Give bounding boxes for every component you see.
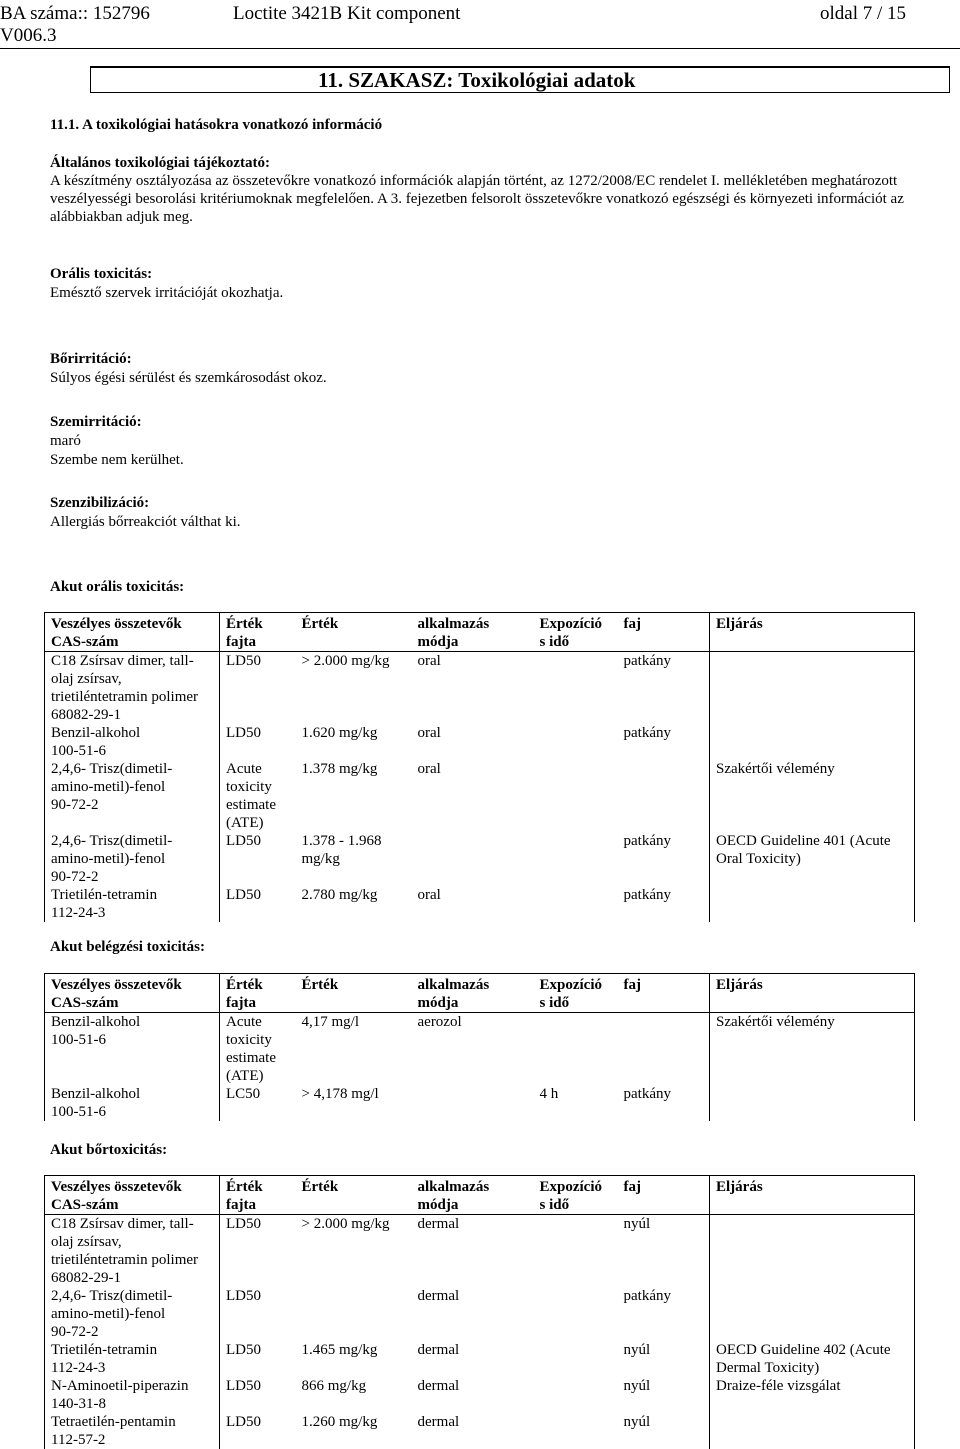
value-type-line: Acute bbox=[226, 1014, 262, 1030]
cell-method bbox=[710, 1013, 915, 1086]
table-header-row bbox=[45, 974, 915, 1013]
col-route bbox=[412, 1176, 534, 1215]
cell-component bbox=[45, 1413, 220, 1449]
cell-method bbox=[710, 1413, 915, 1449]
component-line: trietiléntetramin polimer bbox=[51, 1252, 199, 1268]
acute-inhal-table bbox=[44, 973, 915, 1121]
col-label: Veszélyes összetevők bbox=[51, 1179, 182, 1195]
oral-text: Emésztő szervek irritációját okozhatja. bbox=[50, 285, 284, 301]
cell-value-type bbox=[220, 724, 296, 760]
cell-value-type bbox=[220, 1413, 296, 1449]
value-type-line: LD50 bbox=[226, 725, 261, 741]
ba-number: BA száma:: 152796 bbox=[0, 3, 150, 24]
cell-exposure bbox=[534, 724, 618, 760]
cell-value-type bbox=[220, 1287, 296, 1341]
col-label: Eljárás bbox=[716, 977, 763, 993]
component-line: trietiléntetramin polimer bbox=[51, 689, 199, 705]
component-line: 100-51-6 bbox=[51, 743, 106, 759]
component-line: amino-metil)-fenol bbox=[51, 779, 166, 795]
cell-component bbox=[45, 1287, 220, 1341]
route: dermal bbox=[417, 1216, 460, 1232]
cell-species bbox=[618, 652, 710, 725]
cell-component bbox=[45, 1377, 220, 1413]
value-type-line: Acute bbox=[226, 761, 262, 777]
component-line: 2,4,6- Trisz(dimetil- bbox=[51, 833, 173, 849]
component-line: amino-metil)-fenol bbox=[51, 851, 166, 867]
col-label: módja bbox=[417, 634, 459, 650]
cell-route bbox=[412, 886, 534, 922]
cell-component bbox=[45, 1215, 220, 1288]
cell-method bbox=[710, 1377, 915, 1413]
value-type-line: LC50 bbox=[226, 1086, 261, 1102]
value-line: 1.620 mg/kg bbox=[301, 725, 378, 741]
col-label: fajta bbox=[226, 995, 256, 1011]
component-line: 112-24-3 bbox=[51, 905, 106, 921]
table-row bbox=[45, 832, 915, 886]
component-line: 68082-29-1 bbox=[51, 1270, 121, 1286]
cell-method bbox=[710, 652, 915, 725]
eye-heading: Szemirritáció: bbox=[50, 414, 142, 430]
cell-route bbox=[412, 1377, 534, 1413]
col-label: CAS-szám bbox=[51, 1197, 119, 1213]
cell-value bbox=[296, 1341, 412, 1377]
product-name: Loctite 3421B Kit component bbox=[233, 3, 461, 24]
col-label: Expozíció bbox=[539, 1179, 602, 1195]
value-line: 1.378 mg/kg bbox=[301, 761, 378, 777]
col-label: alkalmazás bbox=[417, 1179, 490, 1195]
col-component bbox=[45, 974, 220, 1013]
component-line: C18 Zsírsav dimer, tall- bbox=[51, 653, 194, 669]
col-label: faj bbox=[623, 977, 641, 993]
cell-exposure bbox=[534, 832, 618, 886]
cell-species bbox=[618, 1341, 710, 1377]
component-line: 2,4,6- Trisz(dimetil- bbox=[51, 1288, 173, 1304]
value-type-line: toxicity bbox=[226, 1032, 272, 1048]
cell-value bbox=[296, 1287, 412, 1341]
cell-exposure bbox=[534, 1013, 618, 1086]
col-label: s idő bbox=[539, 1197, 570, 1213]
table-row bbox=[45, 1215, 915, 1288]
species: nyúl bbox=[623, 1216, 651, 1232]
col-label: alkalmazás bbox=[417, 616, 490, 632]
component-line: Benzil-alkohol bbox=[51, 1086, 141, 1102]
method-line: Szakértői vélemény bbox=[716, 1014, 835, 1030]
value-line: 1.465 mg/kg bbox=[301, 1342, 378, 1358]
col-exposure bbox=[534, 613, 618, 652]
route: dermal bbox=[417, 1378, 460, 1394]
cell-route bbox=[412, 760, 534, 832]
cell-route bbox=[412, 1341, 534, 1377]
method-line: Dermal Toxicity) bbox=[716, 1360, 820, 1376]
col-label: fajta bbox=[226, 634, 256, 650]
col-exposure bbox=[534, 1176, 618, 1215]
cell-value-type bbox=[220, 760, 296, 832]
col-label: Eljárás bbox=[716, 1179, 763, 1195]
method-line: OECD Guideline 401 (Acute bbox=[716, 833, 891, 849]
col-species bbox=[618, 613, 710, 652]
value-type-line: LD50 bbox=[226, 1414, 261, 1430]
cell-exposure bbox=[534, 886, 618, 922]
table-row bbox=[45, 1377, 915, 1413]
value-type-line: LD50 bbox=[226, 1378, 261, 1394]
species: patkány bbox=[623, 653, 671, 669]
cell-exposure bbox=[534, 1215, 618, 1288]
cell-method bbox=[710, 760, 915, 832]
col-label: Veszélyes összetevők bbox=[51, 977, 182, 993]
cell-value-type bbox=[220, 1215, 296, 1288]
col-label: faj bbox=[623, 1179, 641, 1195]
value-line: > 2.000 mg/kg bbox=[301, 1216, 390, 1232]
route: dermal bbox=[417, 1342, 460, 1358]
col-label: Expozíció bbox=[539, 616, 602, 632]
method-line: OECD Guideline 402 (Acute bbox=[716, 1342, 891, 1358]
value-type-line: (ATE) bbox=[226, 1068, 264, 1084]
cell-value bbox=[296, 1377, 412, 1413]
cell-species bbox=[618, 1013, 710, 1086]
col-method bbox=[710, 974, 915, 1013]
table-row bbox=[45, 1085, 915, 1121]
col-label: módja bbox=[417, 1197, 459, 1213]
table-row bbox=[45, 652, 915, 725]
col-species bbox=[618, 1176, 710, 1215]
col-label: Expozíció bbox=[539, 977, 602, 993]
cell-value-type bbox=[220, 1085, 296, 1121]
cell-species bbox=[618, 832, 710, 886]
cell-value bbox=[296, 1215, 412, 1288]
cell-route bbox=[412, 832, 534, 886]
col-label: Érték bbox=[226, 616, 263, 632]
component-line: Benzil-alkohol bbox=[51, 725, 141, 741]
acute-oral-table bbox=[44, 612, 915, 922]
cell-method bbox=[710, 1215, 915, 1288]
col-component bbox=[45, 613, 220, 652]
value-line: 1.378 - 1.968 bbox=[301, 833, 382, 849]
cell-species bbox=[618, 1085, 710, 1121]
col-method bbox=[710, 1176, 915, 1215]
acute-inhal-heading: Akut belégzési toxicitás: bbox=[50, 939, 205, 955]
cell-value-type bbox=[220, 886, 296, 922]
col-value-type bbox=[220, 1176, 296, 1215]
table-row bbox=[45, 1013, 915, 1086]
value-type-line: LD50 bbox=[226, 1342, 261, 1358]
col-value bbox=[296, 613, 412, 652]
cell-method bbox=[710, 724, 915, 760]
species: nyúl bbox=[623, 1414, 651, 1430]
acute-oral-heading: Akut orális toxicitás: bbox=[50, 579, 185, 595]
table-row bbox=[45, 1287, 915, 1341]
cell-species bbox=[618, 1215, 710, 1288]
value-type-line: (ATE) bbox=[226, 815, 264, 831]
value-type-line: estimate bbox=[226, 1050, 276, 1066]
col-value-type bbox=[220, 974, 296, 1013]
value-line: 4,17 mg/l bbox=[301, 1014, 360, 1030]
cell-exposure bbox=[534, 1287, 618, 1341]
cell-component bbox=[45, 652, 220, 725]
component-line: 112-57-2 bbox=[51, 1432, 106, 1448]
col-label: faj bbox=[623, 616, 641, 632]
cell-species bbox=[618, 1413, 710, 1449]
component-line: amino-metil)-fenol bbox=[51, 1306, 166, 1322]
component-line: 100-51-6 bbox=[51, 1032, 106, 1048]
cell-value bbox=[296, 760, 412, 832]
cell-value bbox=[296, 886, 412, 922]
cell-component bbox=[45, 1085, 220, 1121]
cell-exposure bbox=[534, 652, 618, 725]
cell-exposure bbox=[534, 760, 618, 832]
col-label: Érték bbox=[226, 1179, 263, 1195]
cell-species bbox=[618, 1377, 710, 1413]
subsection-title: 11.1. A toxikológiai hatásokra vonatkozó információ bbox=[50, 117, 383, 133]
col-species bbox=[618, 974, 710, 1013]
cell-route bbox=[412, 1215, 534, 1288]
value-line: > 4,178 mg/l bbox=[301, 1086, 379, 1102]
page-number: oldal 7 / 15 bbox=[820, 3, 907, 24]
table-header-row bbox=[45, 613, 915, 652]
cell-method bbox=[710, 832, 915, 886]
cell-value bbox=[296, 1413, 412, 1449]
component-line: olaj zsírsav, bbox=[51, 1234, 122, 1250]
species: patkány bbox=[623, 1086, 671, 1102]
version: V006.3 bbox=[0, 25, 57, 46]
value-type-line: estimate bbox=[226, 797, 276, 813]
eye-line2: Szembe nem kerülhet. bbox=[50, 452, 184, 468]
value-type-line: LD50 bbox=[226, 887, 261, 903]
component-line: C18 Zsírsav dimer, tall- bbox=[51, 1216, 194, 1232]
value-line: 866 mg/kg bbox=[301, 1378, 367, 1394]
value-line: 1.260 mg/kg bbox=[301, 1414, 378, 1430]
general-text: A készítmény osztályozása az összetevőkre vonatkozó információk alapján történt, az 1272/2008/EC rendelet I. mellékletében meghatározott veszélyességi besorolási kritériumoknak megfelelően. A 3. fejezetben felsorolt összetevőkre vonatkozó egészségi és környezeti információt az alábbiakban adjuk meg. bbox=[50, 173, 904, 225]
cell-route bbox=[412, 724, 534, 760]
sens-text: Allergiás bőrreakciót válthat ki. bbox=[50, 514, 241, 530]
cell-value bbox=[296, 652, 412, 725]
species: patkány bbox=[623, 887, 671, 903]
cell-component bbox=[45, 1341, 220, 1377]
component-line: N-Aminoetil-piperazin bbox=[51, 1378, 189, 1394]
acute-derm-table bbox=[44, 1175, 915, 1449]
route: oral bbox=[417, 761, 441, 777]
component-line: 112-24-3 bbox=[51, 1360, 106, 1376]
col-label: fajta bbox=[226, 1197, 256, 1213]
component-line: Trietilén-tetramin bbox=[51, 1342, 158, 1358]
component-line: Tetraetilén-pentamin bbox=[51, 1414, 176, 1430]
value-type-line: LD50 bbox=[226, 1288, 261, 1304]
cell-value-type bbox=[220, 652, 296, 725]
component-line: 90-72-2 bbox=[51, 869, 99, 885]
value-line: mg/kg bbox=[301, 851, 340, 867]
table-row bbox=[45, 886, 915, 922]
route: dermal bbox=[417, 1414, 460, 1430]
cell-value bbox=[296, 1085, 412, 1121]
value-line: > 2.000 mg/kg bbox=[301, 653, 390, 669]
cell-component bbox=[45, 1013, 220, 1086]
col-label: Veszélyes összetevők bbox=[51, 616, 182, 632]
table-row bbox=[45, 1413, 915, 1449]
col-component bbox=[45, 1176, 220, 1215]
col-label: Eljárás bbox=[716, 616, 763, 632]
skin-text: Súlyos égési sérülést és szemkárosodást okoz. bbox=[50, 370, 327, 386]
col-label: Érték bbox=[301, 1179, 339, 1195]
cell-route bbox=[412, 1013, 534, 1086]
component-line: 90-72-2 bbox=[51, 797, 99, 813]
cell-method bbox=[710, 1085, 915, 1121]
header-rule bbox=[0, 48, 960, 49]
col-route bbox=[412, 974, 534, 1013]
component-line: Trietilén-tetramin bbox=[51, 887, 158, 903]
method-line: Draize-féle vizsgálat bbox=[716, 1378, 841, 1394]
table-row bbox=[45, 1341, 915, 1377]
value-type-line: LD50 bbox=[226, 833, 261, 849]
component-line: Benzil-alkohol bbox=[51, 1014, 141, 1030]
acute-derm-heading: Akut bőrtoxicitás: bbox=[50, 1142, 168, 1158]
route: oral bbox=[417, 653, 441, 669]
component-line: 2,4,6- Trisz(dimetil- bbox=[51, 761, 173, 777]
method-line: Szakértői vélemény bbox=[716, 761, 835, 777]
eye-line1: maró bbox=[50, 433, 81, 449]
cell-species bbox=[618, 1287, 710, 1341]
component-line: 90-72-2 bbox=[51, 1324, 99, 1340]
col-label: s idő bbox=[539, 995, 570, 1011]
cell-method bbox=[710, 886, 915, 922]
cell-value bbox=[296, 1013, 412, 1086]
species: patkány bbox=[623, 1288, 671, 1304]
species: patkány bbox=[623, 725, 671, 741]
table-header-row bbox=[45, 1176, 915, 1215]
species: nyúl bbox=[623, 1342, 651, 1358]
cell-route bbox=[412, 1287, 534, 1341]
exposure: 4 h bbox=[539, 1086, 559, 1102]
oral-heading: Orális toxicitás: bbox=[50, 266, 153, 282]
cell-method bbox=[710, 1287, 915, 1341]
col-route bbox=[412, 613, 534, 652]
cell-value-type bbox=[220, 1341, 296, 1377]
col-label: CAS-szám bbox=[51, 634, 119, 650]
col-value-type bbox=[220, 613, 296, 652]
cell-species bbox=[618, 886, 710, 922]
cell-component bbox=[45, 724, 220, 760]
cell-value-type bbox=[220, 1377, 296, 1413]
component-line: 100-51-6 bbox=[51, 1104, 106, 1120]
cell-exposure bbox=[534, 1085, 618, 1121]
col-label: Érték bbox=[301, 616, 339, 632]
table-row bbox=[45, 724, 915, 760]
component-line: 140-31-8 bbox=[51, 1396, 106, 1412]
col-label: CAS-szám bbox=[51, 995, 119, 1011]
value-type-line: LD50 bbox=[226, 1216, 261, 1232]
cell-component bbox=[45, 886, 220, 922]
route: oral bbox=[417, 887, 441, 903]
cell-component bbox=[45, 832, 220, 886]
col-value bbox=[296, 974, 412, 1013]
table-row bbox=[45, 760, 915, 832]
value-type-line: LD50 bbox=[226, 653, 261, 669]
species: nyúl bbox=[623, 1378, 651, 1394]
section-title: 11. SZAKASZ: Toxikológiai adatok bbox=[318, 68, 636, 92]
value-line: 2.780 mg/kg bbox=[301, 887, 378, 903]
cell-value bbox=[296, 832, 412, 886]
route: dermal bbox=[417, 1288, 460, 1304]
cell-exposure bbox=[534, 1413, 618, 1449]
cell-component bbox=[45, 760, 220, 832]
cell-value bbox=[296, 724, 412, 760]
route: oral bbox=[417, 725, 441, 741]
cell-value-type bbox=[220, 1013, 296, 1086]
col-label: Érték bbox=[226, 977, 263, 993]
general-heading: Általános toxikológiai tájékoztató: bbox=[50, 155, 270, 171]
skin-heading: Bőrirritáció: bbox=[50, 351, 132, 367]
col-label: s idő bbox=[539, 634, 570, 650]
component-line: 68082-29-1 bbox=[51, 707, 121, 723]
sens-heading: Szenzibilizáció: bbox=[50, 495, 150, 511]
cell-route bbox=[412, 652, 534, 725]
cell-route bbox=[412, 1413, 534, 1449]
cell-exposure bbox=[534, 1341, 618, 1377]
col-exposure bbox=[534, 974, 618, 1013]
col-value bbox=[296, 1176, 412, 1215]
cell-value-type bbox=[220, 832, 296, 886]
cell-species bbox=[618, 724, 710, 760]
col-method bbox=[710, 613, 915, 652]
cell-exposure bbox=[534, 1377, 618, 1413]
component-line: olaj zsírsav, bbox=[51, 671, 122, 687]
cell-species bbox=[618, 760, 710, 832]
cell-method bbox=[710, 1341, 915, 1377]
col-label: Érték bbox=[301, 977, 339, 993]
col-label: alkalmazás bbox=[417, 977, 490, 993]
route: aerozol bbox=[417, 1014, 462, 1030]
species: patkány bbox=[623, 833, 671, 849]
col-label: módja bbox=[417, 995, 459, 1011]
method-line: Oral Toxicity) bbox=[716, 851, 801, 867]
cell-route bbox=[412, 1085, 534, 1121]
value-type-line: toxicity bbox=[226, 779, 272, 795]
